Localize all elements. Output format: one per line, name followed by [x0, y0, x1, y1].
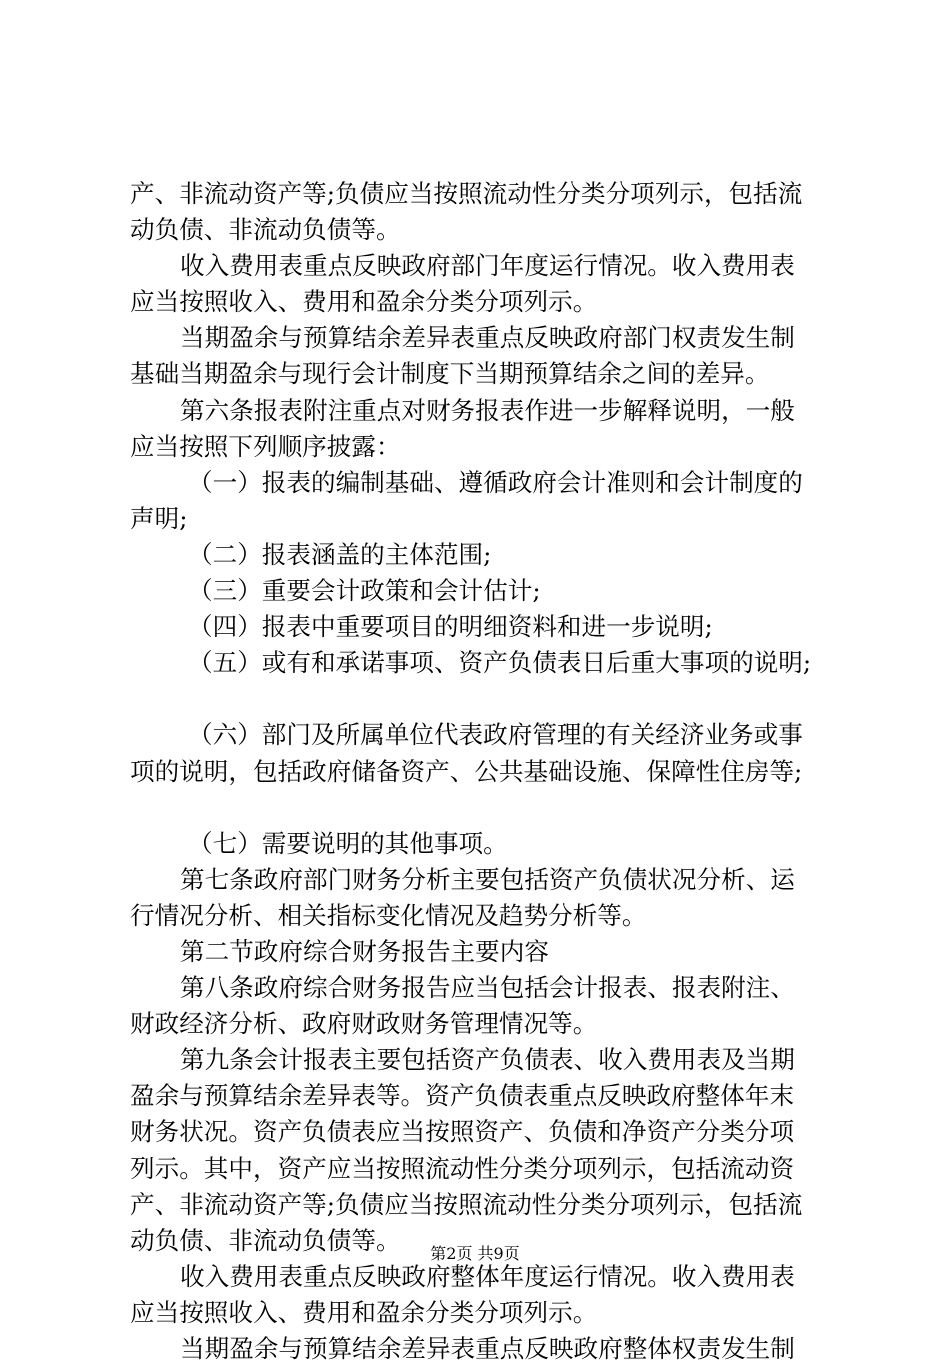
text-line: 产、非流动资产等;负债应当按照流动性分类分项列示，包括流	[130, 1189, 803, 1219]
page-footer: 第2页 共9页	[430, 1244, 520, 1263]
text-line: 财务状况。资产负债表应当按照资产、负债和净资产分类分项	[130, 1117, 795, 1147]
text-line: 第二节政府综合财务报告主要内容	[180, 936, 549, 966]
text-line: （五）或有和承诺事项、资产负债表日后重大事项的说明;	[188, 648, 812, 678]
text-line: 项的说明，包括政府储备资产、公共基础设施、保障性住房等;	[130, 756, 803, 786]
text-line: 收入费用表重点反映政府整体年度运行情况。收入费用表	[180, 1261, 795, 1291]
text-line: 应当按照下列顺序披露：	[130, 431, 401, 461]
document-body	[130, 176, 830, 1367]
text-line: （七）需要说明的其他事项。	[188, 828, 508, 858]
text-line: 动负债、非流动负债等。	[130, 1225, 401, 1255]
text-line: 基础当期盈余与现行会计制度下当期预算结余之间的差异。	[130, 359, 770, 389]
text-line: 第七条政府部门财务分析主要包括资产负债状况分析、运	[180, 864, 795, 894]
text-line: 收入费用表重点反映政府部门年度运行情况。收入费用表	[180, 251, 795, 281]
text-line: 当期盈余与预算结余差异表重点反映政府整体权责发生制	[180, 1334, 795, 1363]
text-line: 声明;	[130, 503, 188, 533]
text-line: 当期盈余与预算结余差异表重点反映政府部门权责发生制	[180, 323, 795, 353]
text-line: 产、非流动资产等;负债应当按照流动性分类分项列示，包括流	[130, 179, 803, 208]
text-line: 应当按照收入、费用和盈余分类分项列示。	[130, 287, 598, 317]
text-line: 财政经济分析、政府财政财务管理情况等。	[130, 1009, 598, 1039]
blank-line	[130, 681, 830, 717]
text-line: 动负债、非流动负债等。	[130, 215, 401, 245]
text-line: 行情况分析、相关指标变化情况及趋势分析等。	[130, 900, 647, 930]
text-line: （六）部门及所属单位代表政府管理的有关经济业务或事	[188, 720, 803, 750]
text-line: 第六条报表附注重点对财务报表作进一步解释说明，一般	[180, 395, 795, 425]
text-line: 第九条会计报表主要包括资产负债表、收入费用表及当期	[180, 1045, 795, 1075]
text-line: （一）报表的编制基础、遵循政府会计准则和会计制度的	[188, 467, 803, 497]
text-line: （二）报表涵盖的主体范围;	[188, 539, 492, 569]
text-line: 列示。其中，资产应当按照流动性分类分项列示，包括流动资	[130, 1153, 795, 1183]
text-line: （三）重要会计政策和会计估计;	[188, 576, 541, 606]
text-line: 盈余与预算结余差异表等。资产负债表重点反映政府整体年末	[130, 1081, 795, 1111]
text-line: （四）报表中重要项目的明细资料和进一步说明;	[188, 612, 713, 642]
text-line: 应当按照收入、费用和盈余分类分项列示。	[130, 1297, 598, 1327]
text-line: 第八条政府综合财务报告应当包括会计报表、报表附注、	[180, 973, 795, 1003]
blank-line	[130, 790, 830, 826]
